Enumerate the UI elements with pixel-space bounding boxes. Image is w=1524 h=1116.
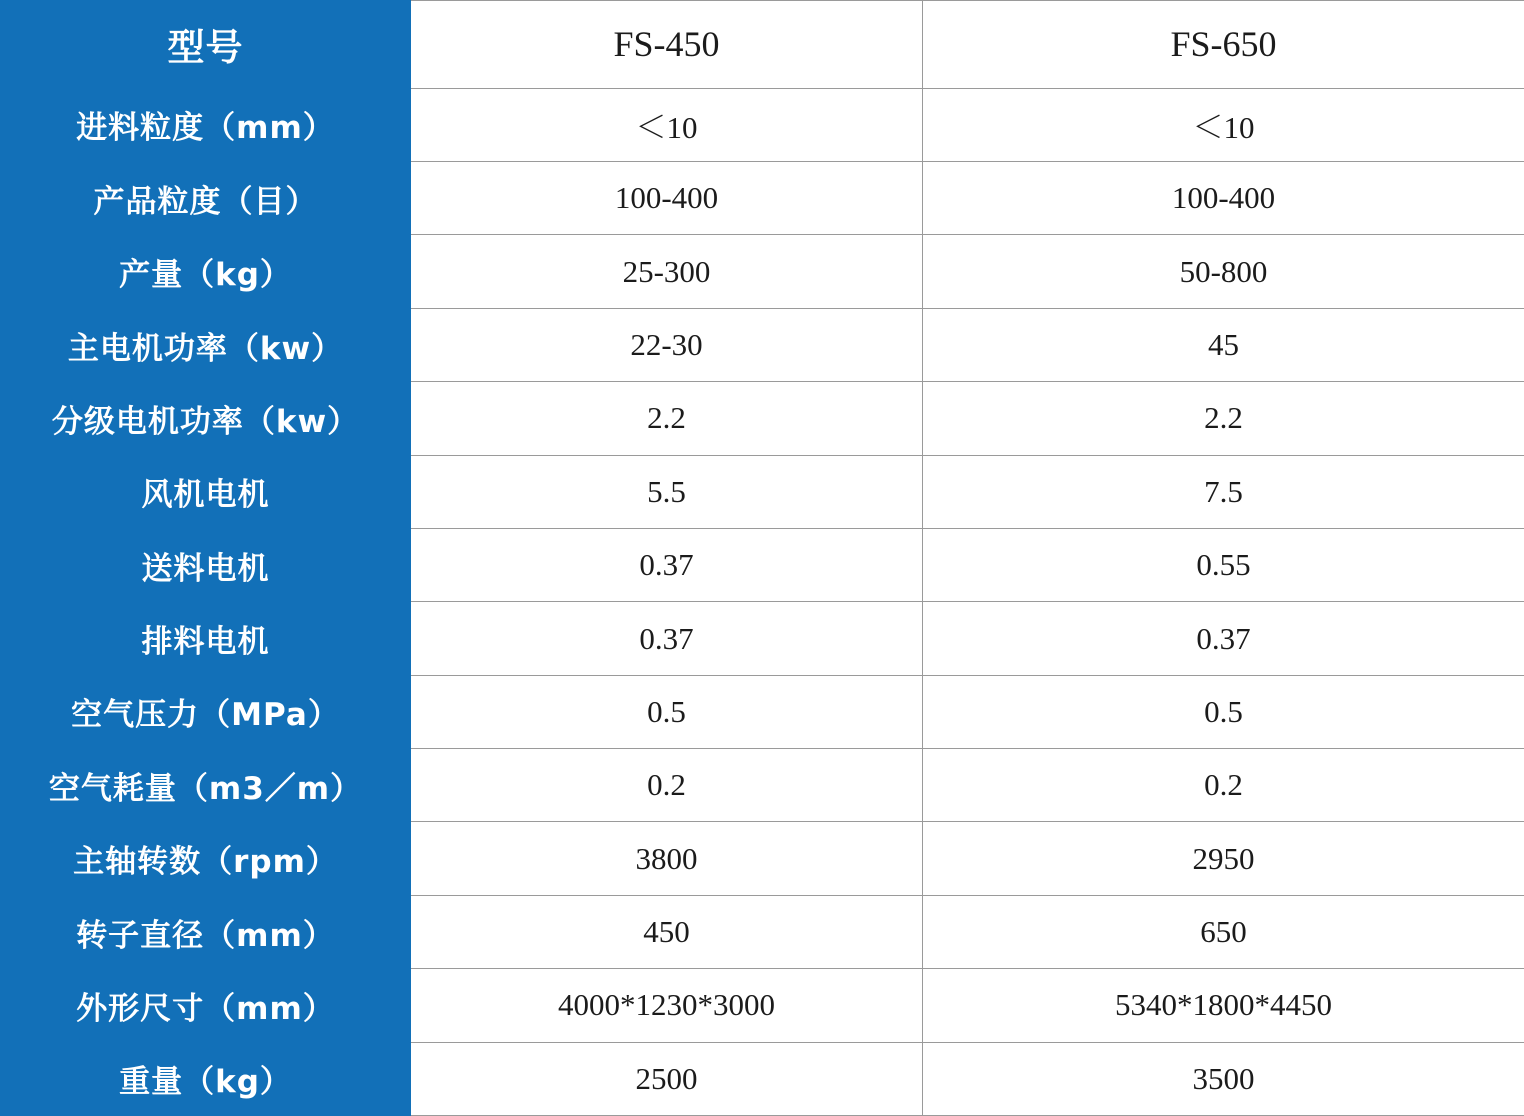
row-value-fs650: 50-800 (923, 235, 1524, 308)
table-row (1, 602, 1524, 675)
row-label: 空气压力（MPa） (1, 675, 411, 748)
row-value-fs650: 7.5 (923, 455, 1524, 528)
row-value-fs450: 3800 (411, 822, 923, 895)
header-model-label: 型号 (1, 1, 411, 89)
table-row (1, 308, 1524, 381)
table-row (1, 235, 1524, 308)
table-row (1, 675, 1524, 748)
row-label: 产品粒度（目） (1, 162, 411, 235)
row-value-fs450: 100-400 (411, 162, 923, 235)
row-label: 主轴转数（rpm） (1, 822, 411, 895)
row-label: 产量（kg） (1, 235, 411, 308)
row-value-fs650: 0.55 (923, 528, 1524, 601)
table-body (1, 1, 1524, 1116)
table-row (1, 88, 1524, 161)
row-value-fs650: 2.2 (923, 382, 1524, 455)
row-value-fs450: 0.37 (411, 528, 923, 601)
row-value-fs450: 25-300 (411, 235, 923, 308)
row-label: 进料粒度（mm） (1, 88, 411, 161)
row-value-fs650: 0.37 (923, 602, 1524, 675)
row-value-fs650: 2950 (923, 822, 1524, 895)
row-value-fs450: 22-30 (411, 308, 923, 381)
table-row (1, 969, 1524, 1042)
row-label: 空气耗量（m3／m） (1, 749, 411, 822)
table-row (1, 822, 1524, 895)
row-value-fs450: 0.37 (411, 602, 923, 675)
row-label: 风机电机 (1, 455, 411, 528)
row-value-fs450: 2500 (411, 1042, 923, 1115)
row-value-fs650: 0.5 (923, 675, 1524, 748)
row-value-fs450: 4000*1230*3000 (411, 969, 923, 1042)
row-value-fs450: 450 (411, 895, 923, 968)
table-row (1, 749, 1524, 822)
table-row (1, 895, 1524, 968)
table-row (1, 1042, 1524, 1115)
row-value-fs650: 0.2 (923, 749, 1524, 822)
row-label: 外形尺寸（mm） (1, 969, 411, 1042)
row-value-fs450: 0.5 (411, 675, 923, 748)
table-row (1, 382, 1524, 455)
row-value-fs650: 100-400 (923, 162, 1524, 235)
row-label: 排料电机 (1, 602, 411, 675)
row-label: 主电机功率（kw） (1, 308, 411, 381)
row-value-fs650: 650 (923, 895, 1524, 968)
table-row (1, 528, 1524, 601)
row-label: 转子直径（mm） (1, 895, 411, 968)
row-value-fs650: 5340*1800*4450 (923, 969, 1524, 1042)
row-value-fs650: 45 (923, 308, 1524, 381)
row-label: 分级电机功率（kw） (1, 382, 411, 455)
table-row (1, 162, 1524, 235)
row-value-fs450: 5.5 (411, 455, 923, 528)
row-value-fs450: 0.2 (411, 749, 923, 822)
header-column-fs450: FS-450 (411, 1, 923, 89)
row-label: 重量（kg） (1, 1042, 411, 1115)
row-value-fs650: 3500 (923, 1042, 1524, 1115)
row-value-fs450: 2.2 (411, 382, 923, 455)
row-value-fs450: ＜10 (411, 88, 923, 161)
header-column-fs650: FS-650 (923, 1, 1524, 89)
row-value-fs650: ＜10 (923, 88, 1524, 161)
row-label: 送料电机 (1, 528, 411, 601)
table-header-row (1, 1, 1524, 89)
table-row (1, 455, 1524, 528)
